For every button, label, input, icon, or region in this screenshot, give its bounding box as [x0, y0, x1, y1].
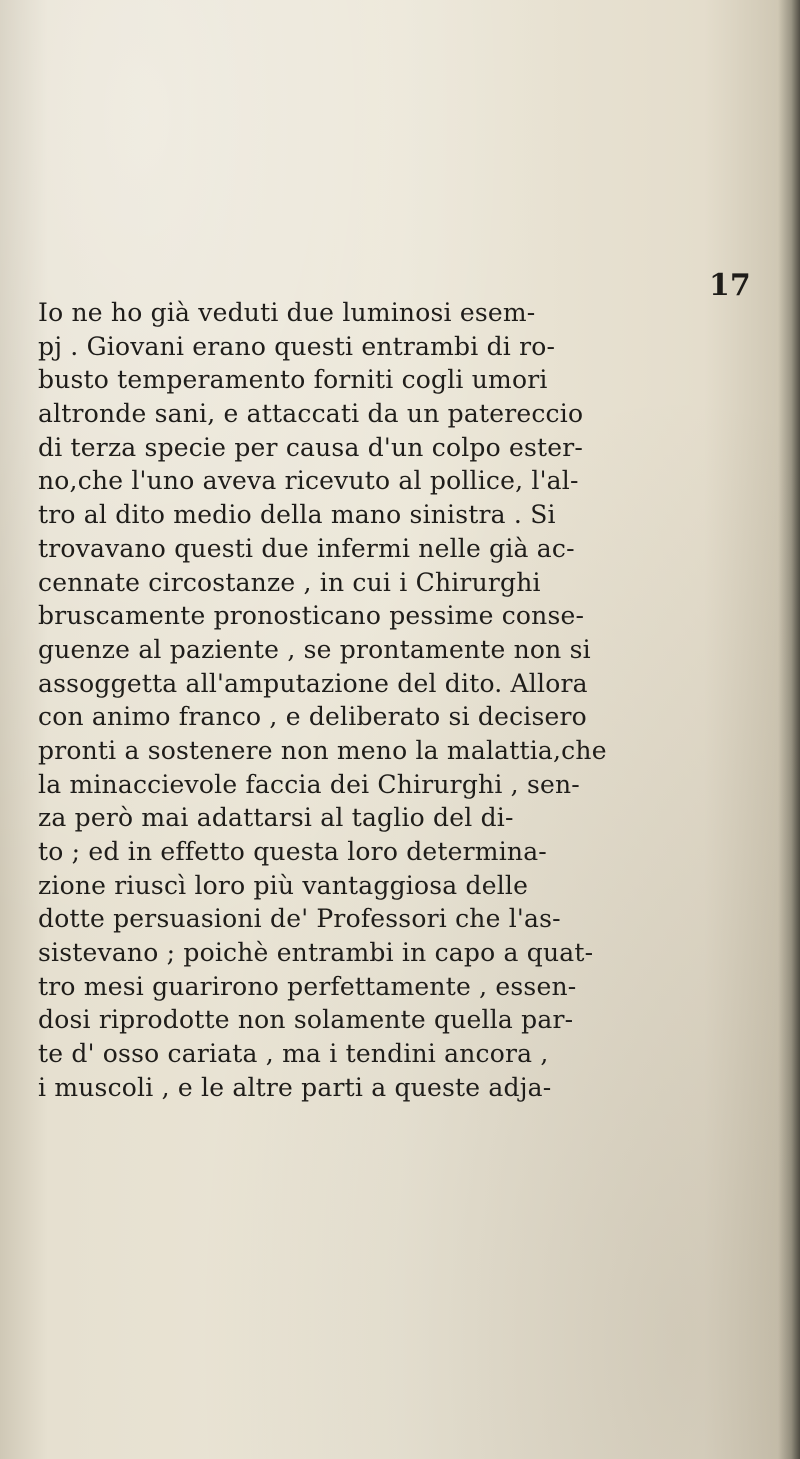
text-line: za però mai adattarsi al taglio del di-: [38, 803, 514, 833]
page-binding-shadow: [778, 0, 800, 1459]
text-line: con animo franco , e deliberato si decisero: [38, 702, 587, 732]
text-line: to ; ed in effetto questa loro determina-: [38, 837, 547, 866]
text-line: sistevano ; poichè entrambi in capo a quat-: [38, 938, 594, 968]
text-line: dosi riprodotte non solamente quella par-: [38, 1005, 574, 1035]
text-line: di terza specie per causa d'un colpo ester-: [38, 432, 584, 462]
text-line: guenze al paziente , se prontamente non si: [38, 634, 591, 664]
page-number: 17: [709, 268, 751, 303]
text-line: cennate circostanze , in cui i Chirurghi: [38, 567, 541, 597]
text-line: assoggetta all'amputazione del dito. Allora: [38, 668, 588, 698]
text-line: te d' osso cariata , ma i tendini ancora ,: [38, 1039, 549, 1069]
text-line: tro mesi guarirono perfettamente , essen-: [38, 971, 577, 1001]
text-line: pj . Giovani erano questi entrambi di ro-: [38, 331, 556, 361]
text-line: trovavano questi due infermi nelle già ac-: [38, 533, 575, 563]
text-line: no,che l'uno aveva ricevuto al pollice, l'al-: [38, 466, 579, 496]
body-text: [38, 296, 778, 1105]
text-line: pronti a sostenere non meno la malattia,che: [38, 735, 607, 765]
text-line: tro al dito medio della mano sinistra . Si: [38, 500, 556, 530]
text-line: zione riuscì loro più vantaggiosa delle: [38, 870, 529, 900]
text-line: bruscamente pronosticano pessime conse-: [38, 601, 585, 631]
text-line: Io ne ho già veduti due luminosi esem-: [38, 298, 536, 327]
text-line: busto temperamento forniti cogli umori: [38, 365, 548, 395]
text-line: altronde sani, e attaccati da un patereccio: [38, 399, 584, 429]
text-line: i muscoli , e le altre parti a queste adja-: [38, 1072, 552, 1102]
text-line: la minaccievole faccia dei Chirurghi , sen-: [38, 769, 580, 799]
text-line: dotte persuasioni de' Professori che l'as-: [38, 904, 561, 934]
